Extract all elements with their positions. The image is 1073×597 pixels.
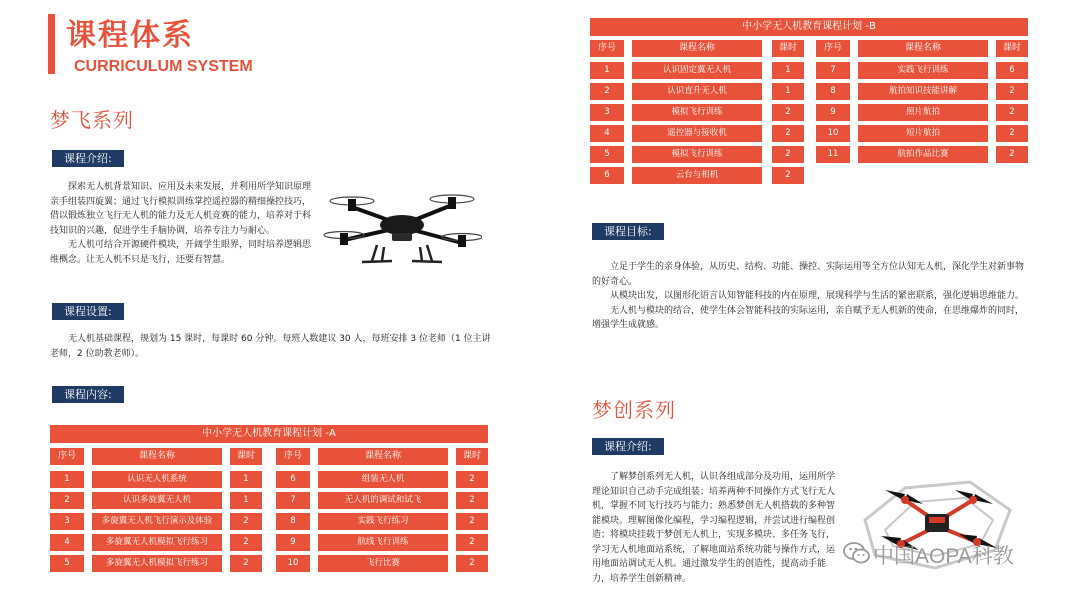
table-a-title: 中小学无人机教育课程计划 -A [50,425,488,443]
table-row-no: 7 [276,492,310,509]
table-row-no: 7 [816,62,850,79]
series-title-mengfei: 梦飞系列 [50,108,134,132]
table-row-name: 照片航拍 [858,104,988,121]
table-b-header-hours: 课时 [996,40,1028,57]
table-row-name: 组装无人机 [318,471,448,488]
table-row-no: 9 [276,534,310,551]
table-row-no: 10 [276,555,310,572]
table-row-hours: 2 [456,471,488,488]
table-row-no: 10 [816,125,850,142]
intro-tag-mengfei: 课程介绍: [52,150,124,167]
table-row-no: 8 [276,513,310,530]
table-row-no: 3 [590,104,624,121]
table-row-hours: 1 [230,492,262,509]
table-row-hours: 2 [772,167,804,184]
table-row-hours: 2 [230,555,262,572]
table-row-hours: 2 [230,534,262,551]
table-a-header-hours: 课时 [230,448,262,465]
table-a-header-name: 课程名称 [318,448,448,465]
table-b-header-hours: 课时 [772,40,804,57]
table-row-name: 航拍作品比赛 [858,146,988,163]
table-row-no: 2 [590,83,624,100]
table-row-name: 认识固定翼无人机 [632,62,762,79]
table-row-hours: 2 [456,492,488,509]
table-row-no: 11 [816,146,850,163]
table-row-no: 1 [50,471,84,488]
table-a-header-no: 序号 [276,448,310,465]
table-row-hours: 6 [996,62,1028,79]
table-b-header-name: 课程名称 [632,40,762,57]
table-row-hours: 2 [456,555,488,572]
table-row-hours: 1 [772,62,804,79]
table-row-no: 9 [816,104,850,121]
table-b [590,40,1030,185]
table-row-name: 认识无人机系统 [92,471,222,488]
table-row-name: 航拍知识技能讲解 [858,83,988,100]
table-row-hours: 2 [772,104,804,121]
table-row-name: 无人机的调试和试飞 [318,492,448,509]
table-b-title: 中小学无人机教育课程计划 -B [590,18,1028,36]
table-row-hours: 1 [230,471,262,488]
table-row-no: 3 [50,513,84,530]
intro-paragraph: 了解梦创系列无人机，认识各组成部分及功用，运用所学理论知识自己动手完成组装；培养两种不同操作方式飞行无人机，掌握不同飞行技巧与能力；熟悉梦创无人机搭载的多种智能模块。理解图像化编程，学习编程逻辑，并尝试进行编程创造；将模块挂载于梦创无人机上，实现多模块、多任务飞行，学习无人机地面站系统，了解地面站系统功能与操作方式，运用地面站调试无人机。通过激发学生的创造性，提高动手能力，培养学生创新精神。 [592,472,836,584]
wechat-icon [842,540,872,566]
table-row-name: 多旋翼无人机飞行演示及体验 [92,513,222,530]
table-row-hours: 2 [772,146,804,163]
watermark-text: 中国AOPA科教 [873,545,1014,568]
table-row-hours: 2 [230,513,262,530]
table-row-name: 实践飞行训练 [858,62,988,79]
intro-text-mengchuang [592,470,842,586]
table-row-hours: 1 [772,83,804,100]
table-row-hours: 2 [996,146,1028,163]
setup-paragraph: 无人机基础课程，规划为 15 课时，每课时 60 分钟。每班人数建议 30 人，每班安排 3 位老师（1 位主讲老师，2 位助教老师）。 [50,334,491,359]
table-a-header-name: 课程名称 [92,448,222,465]
table-row-no: 1 [590,62,624,79]
drone-image-black [322,185,482,265]
table-b-header-no: 序号 [816,40,850,57]
table-row-no: 6 [590,167,624,184]
table-row-name: 遥控器与接收机 [632,125,762,142]
intro-text-mengfei [50,180,312,267]
table-row-name: 模拟飞行训练 [632,146,762,163]
table-row-hours: 2 [996,125,1028,142]
table-row-name: 认识多旋翼无人机 [92,492,222,509]
page-title: 课程体系 [66,18,194,53]
setup-tag-mengfei: 课程设置: [52,303,124,320]
table-row-hours: 2 [772,125,804,142]
table-row-name: 多旋翼无人机模拟飞行练习 [92,555,222,572]
table-row-name: 航线飞行训练 [318,534,448,551]
table-row-name: 短片航拍 [858,125,988,142]
goals-paragraph: 无人机与模块的结合，使学生体会智能科技的实际运用，亲自赋予无人机新的使命，在思维爆炸的同时，增强学生成就感。 [592,305,1025,330]
table-row-no: 6 [276,471,310,488]
table-a [50,448,490,573]
table-row-no: 5 [590,146,624,163]
table-row-hours: 2 [456,513,488,530]
setup-text-mengfei [50,332,496,361]
table-b-header-no: 序号 [590,40,624,57]
table-a-header-hours: 课时 [456,448,488,465]
goals-paragraph: 立足于学生的亲身体验，从历史、结构、功能、操控、实际运用等全方位认知无人机，深化学生对新事物的好奇心。 [592,262,1025,287]
goals-paragraph: 从模块出发，以图形化语言认知智能科技的内在原理，展现科学与生活的紧密联系，强化逻辑思维能力。 [610,291,1025,301]
intro-paragraph: 无人机可结合开源硬件模块，开阔学生眼界，同时培养逻辑思维概念。让无人机不只是飞行，还要有智慧。 [50,240,312,265]
table-row-hours: 2 [456,534,488,551]
table-row-no: 8 [816,83,850,100]
table-a-header-no: 序号 [50,448,84,465]
table-row-no: 5 [50,555,84,572]
table-row-no: 4 [590,125,624,142]
intro-paragraph: 探索无人机背景知识、应用及未来发展，并利用所学知识原理亲手组装四旋翼；通过飞行模拟训练掌控遥控器的精细操控技巧，借以锻炼独立飞行无人机的能力及无人机竞赛的能力，培养对于科技知识的兴趣，促进学生手脑协调，培养专注力与耐心。 [50,182,312,236]
page-subtitle: CURRICULUM SYSTEM [74,58,253,75]
table-row-name: 飞行比赛 [318,555,448,572]
intro-tag-mengchuang: 课程介绍: [592,438,664,455]
content-tag-mengfei: 课程内容: [52,386,124,403]
table-row-name: 模拟飞行训练 [632,104,762,121]
title-accent-bar [48,14,55,74]
table-row-hours: 2 [996,104,1028,121]
table-row-hours: 2 [996,83,1028,100]
table-row-name: 实践飞行练习 [318,513,448,530]
table-row-name: 认识直升无人机 [632,83,762,100]
goals-tag: 课程目标: [592,223,664,240]
table-row-no: 2 [50,492,84,509]
series-title-mengchuang: 梦创系列 [592,398,676,422]
goals-text [592,260,1030,333]
table-row-no: 4 [50,534,84,551]
table-b-header-name: 课程名称 [858,40,988,57]
table-row-name: 多旋翼无人机模拟飞行练习 [92,534,222,551]
table-row-name: 云台与相机 [632,167,762,184]
